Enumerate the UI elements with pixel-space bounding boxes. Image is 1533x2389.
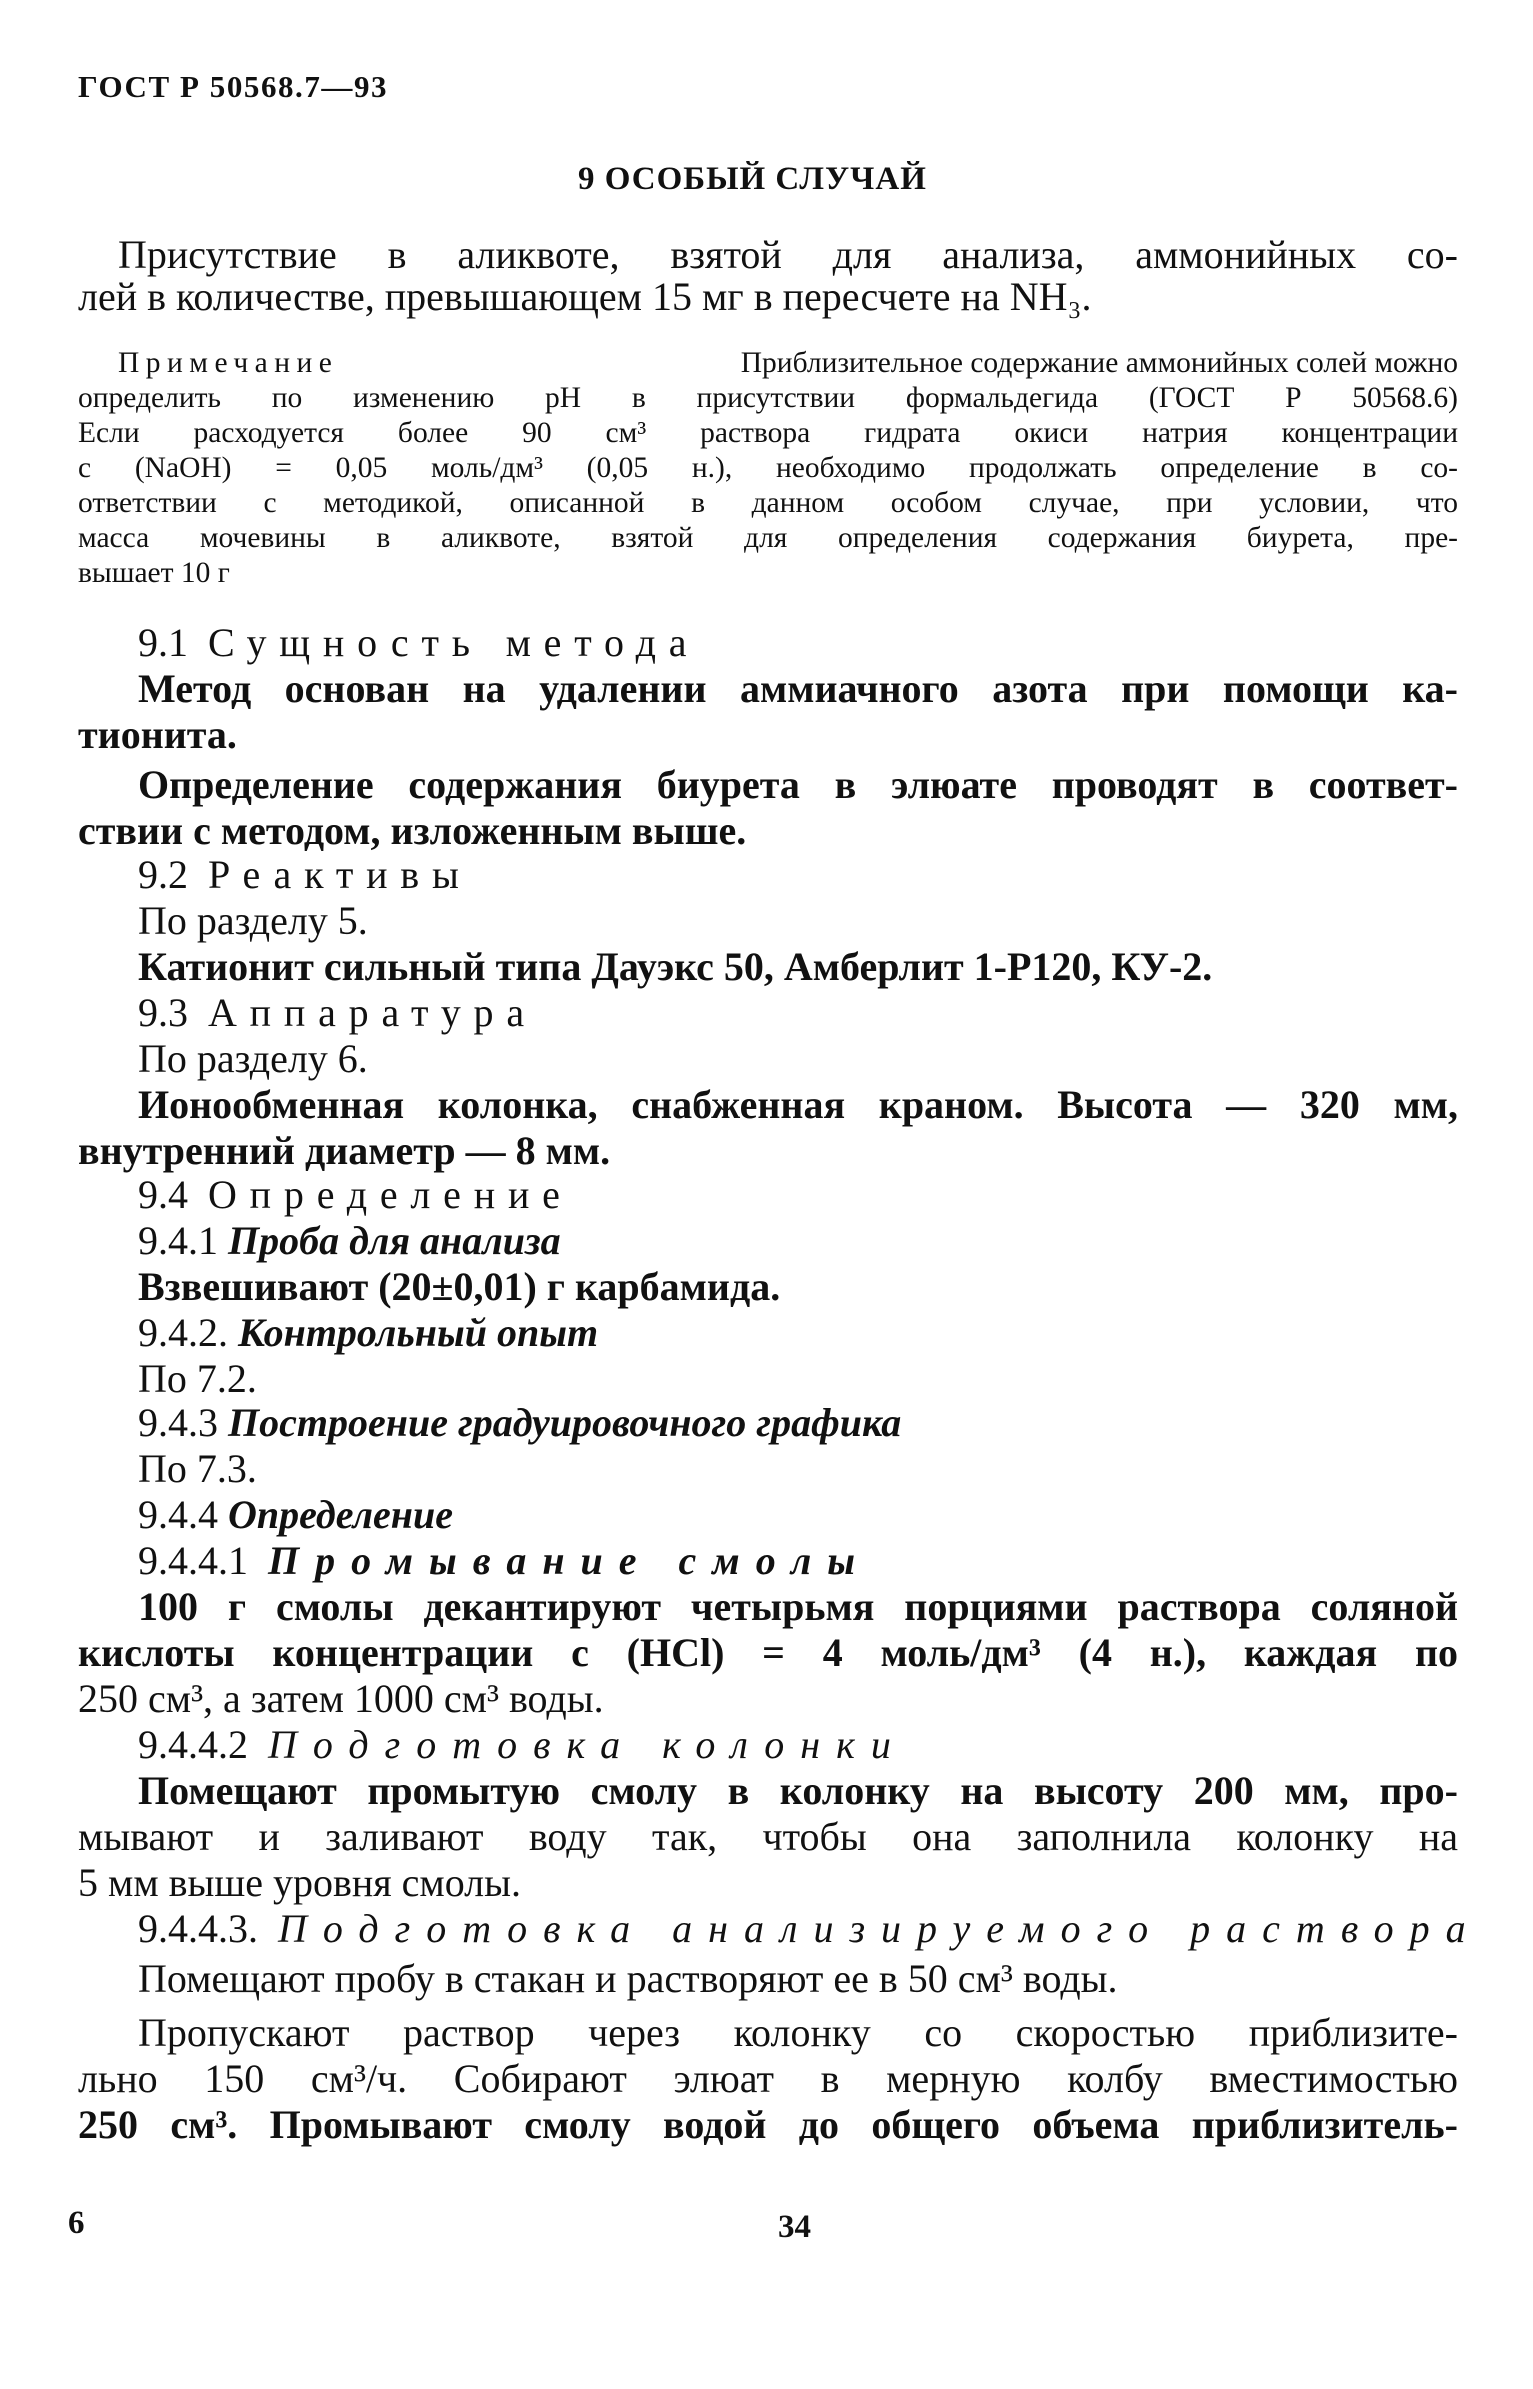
- clause-number: 9.4.4: [138, 1492, 218, 1537]
- paragraph-line: По 7.2.: [138, 1356, 257, 1401]
- clause-heading-9-4-4: [138, 1492, 453, 1538]
- intro-line-2: лей в количестве, превышающем 15 мг в пересчете на NH₃.: [78, 274, 1092, 319]
- paragraph-line: тионита.: [78, 712, 237, 757]
- note-line: ответствии с методикой, описанной в данном особом случае, при условии, что: [78, 487, 1458, 519]
- clause-number: 9.4.4.3.: [138, 1906, 258, 1951]
- note-line: Если расходуется более 90 см³ раствора гидрата окиси натрия концентрации: [78, 417, 1458, 449]
- clause-title: Контрольный опыт: [238, 1310, 599, 1355]
- footer-mark: 6: [68, 2205, 85, 2241]
- paragraph-line: 100 г смолы декантируют четырьмя порциями раствора соляной: [138, 1584, 1458, 1629]
- clause-number: 9.4.4.1: [138, 1538, 248, 1583]
- note-line: масса мочевины в аликвоте, взятой для определения содержания биурета, пре-: [78, 522, 1458, 554]
- paragraph-line: Катионит сильный типа Дауэкс 50, Амберлит 1-Р120, КУ-2.: [138, 944, 1213, 989]
- note-line: определить по изменению pH в присутствии формальдегида (ГОСТ Р 50568.6): [78, 382, 1458, 414]
- paragraph-line: Ионообменная колонка, снабженная краном. Высота — 320 мм,: [138, 1082, 1458, 1127]
- paragraph-line: 250 см³. Промывают смолу водой до общего объема приблизитель-: [78, 2102, 1458, 2147]
- subsection-heading-9-1: [138, 620, 699, 666]
- clause-number: 9.4.4.2: [138, 1722, 248, 1767]
- paragraph-line: Определение содержания биурета в элюате проводят в соответ-: [138, 762, 1458, 807]
- subsection-heading-9-3: [138, 990, 537, 1036]
- clause-heading-9-4-1: [138, 1218, 561, 1264]
- note-line: c (NaOH) = 0,05 моль/дм³ (0,05 н.), необходимо продолжать определение в со-: [78, 452, 1458, 484]
- paragraph-line: внутренний диаметр — 8 мм.: [78, 1128, 611, 1173]
- clause-title: Промывание смолы: [268, 1538, 871, 1583]
- clause-number: 9.4.2.: [138, 1310, 228, 1355]
- subsection-heading-9-4: [138, 1172, 573, 1218]
- note-line: вышает 10 г: [78, 557, 230, 589]
- clause-heading-9-4-4-2: [138, 1722, 907, 1768]
- paragraph-line: По разделу 6.: [138, 1036, 368, 1081]
- clause-heading-9-4-4-3: [138, 1906, 1482, 1952]
- paragraph-line: По 7.3.: [138, 1446, 257, 1491]
- subsection-title: Аппаратура: [208, 990, 537, 1035]
- paragraph-line: По разделу 5.: [138, 898, 368, 943]
- subsection-number: 9.3: [138, 990, 188, 1035]
- note-label: Примечание: [118, 347, 339, 379]
- page-number: 34: [778, 2209, 811, 2245]
- subsection-heading-9-2: [138, 852, 472, 898]
- clause-title: Проба для анализа: [228, 1218, 561, 1263]
- subsection-title: Сущность метода: [208, 620, 700, 665]
- subsection-number: 9.2: [138, 852, 188, 897]
- subsection-number: 9.1: [138, 620, 188, 665]
- clause-heading-9-4-3: [138, 1400, 901, 1446]
- paragraph-line: льно 150 см³/ч. Собирают элюат в мерную колбу вместимостью: [78, 2056, 1458, 2101]
- clause-title: Определение: [228, 1492, 453, 1537]
- clause-heading-9-4-2: [138, 1310, 598, 1356]
- clause-number: 9.4.1: [138, 1218, 218, 1263]
- paragraph-line: Пропускают раствор через колонку со скоростью приблизите-: [138, 2010, 1458, 2055]
- clause-title: Построение градуировочного графика: [228, 1400, 902, 1445]
- note-first-line: [118, 346, 1458, 381]
- paragraph-line: Взвешивают (20±0,01) г карбамида.: [138, 1264, 781, 1309]
- paragraph-line: Помещают промытую смолу в колонку на высоту 200 мм, про-: [138, 1768, 1458, 1813]
- clause-title: Подготовка анализируемого раствора: [278, 1906, 1482, 1951]
- paragraph-line: мывают и заливают воду так, чтобы она заполнила колонку на: [78, 1814, 1458, 1859]
- paragraph-line: Метод основан на удалении аммиачного азота при помощи ка-: [138, 666, 1458, 711]
- clause-number: 9.4.3: [138, 1400, 218, 1445]
- section-title: 9 ОСОБЫЙ СЛУЧАЙ: [578, 161, 927, 197]
- paragraph-line: 5 мм выше уровня смолы.: [78, 1860, 522, 1905]
- subsection-title: Реактивы: [208, 852, 472, 897]
- subsection-title: Определение: [208, 1172, 573, 1217]
- document-id: ГОСТ Р 50568.7—93: [78, 69, 389, 104]
- paragraph-line: 250 см³, а затем 1000 см³ воды.: [78, 1676, 604, 1721]
- paragraph-line: кислоты концентрации c (HCl) = 4 моль/дм³ (4 н.), каждая по: [78, 1630, 1458, 1675]
- paragraph-line: Помещают пробу в стакан и растворяют ее в 50 см³ воды.: [138, 1956, 1118, 2001]
- clause-title: Подготовка колонки: [268, 1722, 907, 1767]
- note-first-text: Приблизительное содержание аммонийных солей можно: [740, 347, 1458, 379]
- paragraph-line: ствии с методом, изложенным выше.: [78, 808, 747, 853]
- clause-heading-9-4-4-1: [138, 1538, 871, 1584]
- intro-line-1: Присутствие в аликвоте, взятой для анализа, аммонийных со-: [118, 232, 1458, 277]
- subsection-number: 9.4: [138, 1172, 188, 1217]
